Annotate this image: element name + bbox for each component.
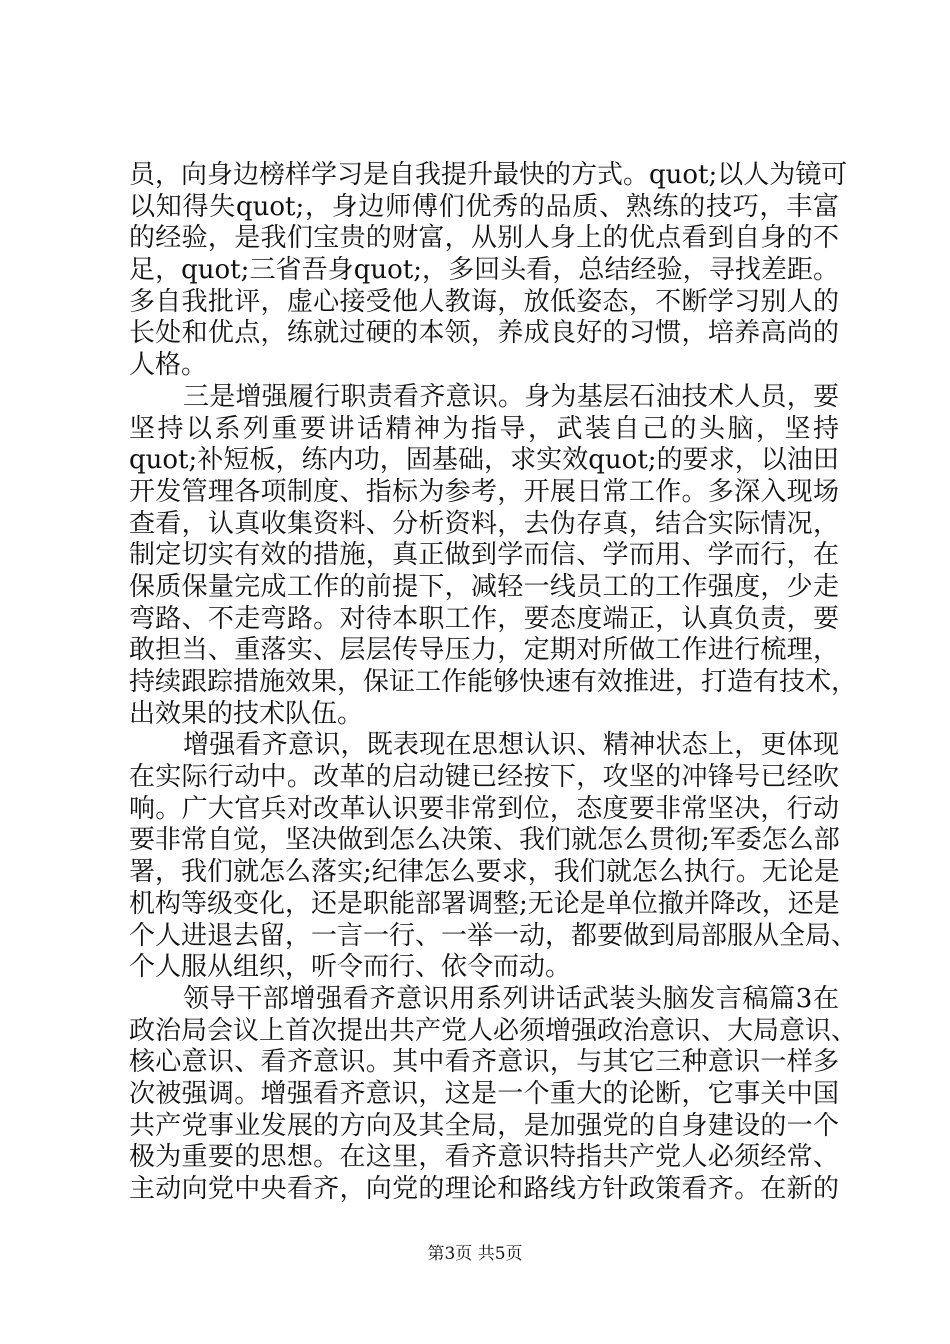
text-line: 员，向身边榜样学习是自我提升最快的方式。quot;以人为镜可 [129,160,848,190]
paragraph [129,160,848,382]
text-line: 保质保量完成工作的前提下，减轻一线员工的工作强度，少走 [129,571,839,602]
text-line: 以知得失quot;，身边师傅们优秀的品质、熟练的技巧，丰富 [129,191,839,222]
text-line: 持续跟踪措施效果，保证工作能够快速有效推进，打造有技术， [129,667,858,697]
paragraph [129,983,858,1206]
text-line: 查看，认真收集资料、分析资料，去伪存真，结合实际情况， [129,508,839,539]
text-line: 出效果的技术队伍。 [129,698,364,729]
page-footer: 第3页 共5页 [427,1244,523,1264]
text-line: 核心意识、看齐意识。其中看齐意识，与其它三种意识一样多 [129,1047,839,1078]
text-line: 敢担当、重落实、层层传导压力，定期对所做工作进行梳理， [129,635,839,666]
text-line: 主动向党中央看齐，向党的理论和路线方针政策看齐。在新的 [129,1174,839,1204]
text-line: 极为重要的思想。在这里，看齐意识特指共产党人必须经常、 [129,1142,839,1173]
paragraph [129,730,858,984]
text-line: 响。广大官兵对改革认识要非常到位，态度要非常坚决，行动 [129,793,839,824]
text-line: 在实际行动中。改革的启动键已经按下，攻坚的冲锋号已经吹 [129,762,839,793]
text-line: 坚持以系列重要讲话精神为指导，武装自己的头脑，坚持 [129,413,839,444]
text-line: 个人进退去留，一言一行、一举一动，都要做到局部服从全局、 [129,920,858,951]
text-line: 增强看齐意识，既表现在思想认识、精神状态上，更体现 [183,730,839,761]
text-line: 署，我们就怎么落实;纪律怎么要求，我们就怎么执行。无论是 [129,857,840,888]
text-line: 三是增强履行职责看齐意识。身为基层石油技术人员，要 [183,381,839,412]
text-line: quot;补短板，练内功，固基础，求实效quot;的要求，以油田 [129,445,839,476]
text-line: 弯路、不走弯路。对待本职工作，要态度端正，认真负责，要 [129,603,839,634]
text-line: 多自我批评，虚心接受他人教诲，放低姿态，不断学习别人的 [129,286,839,317]
text-line: 个人服从组织，听令而行、依令而动。 [129,952,572,983]
text-line: 政治局会议上首次提出共产党人必须增强政治意识、大局意识、 [129,1015,858,1046]
text-line: 共产党事业发展的方向及其全局，是加强党的自身建设的一个 [129,1110,839,1141]
text-line: 制定切实有效的措施，真正做到学而信、学而用、学而行，在 [129,540,839,571]
text-line: 长处和优点，练就过硬的本领，养成良好的习惯，培养高尚的 [129,318,839,349]
text-line: 足，quot;三省吾身quot;，多回头看，总结经验，寻找差距。 [129,255,839,286]
text-line: 领导干部增强看齐意识用系列讲话武装头脑发言稿篇3在 [183,983,839,1014]
text-line: 的经验，是我们宝贵的财富，从别人身上的优点看到自身的不 [129,223,839,254]
text-line: 次被强调。增强看齐意识，这是一个重大的论断，它事关中国 [129,1078,839,1109]
paragraph [129,381,858,731]
text-line: 要非常自觉，坚决做到怎么决策、我们就怎么贯彻;军委怎么部 [129,825,840,856]
text-line: 人格。 [129,350,208,381]
document-body [129,160,858,1206]
text-line: 开发管理各项制度、指标为参考，开展日常工作。多深入现场 [129,476,839,507]
text-line: 机构等级变化，还是职能部署调整;无论是单位撤并降改，还是 [129,888,840,919]
